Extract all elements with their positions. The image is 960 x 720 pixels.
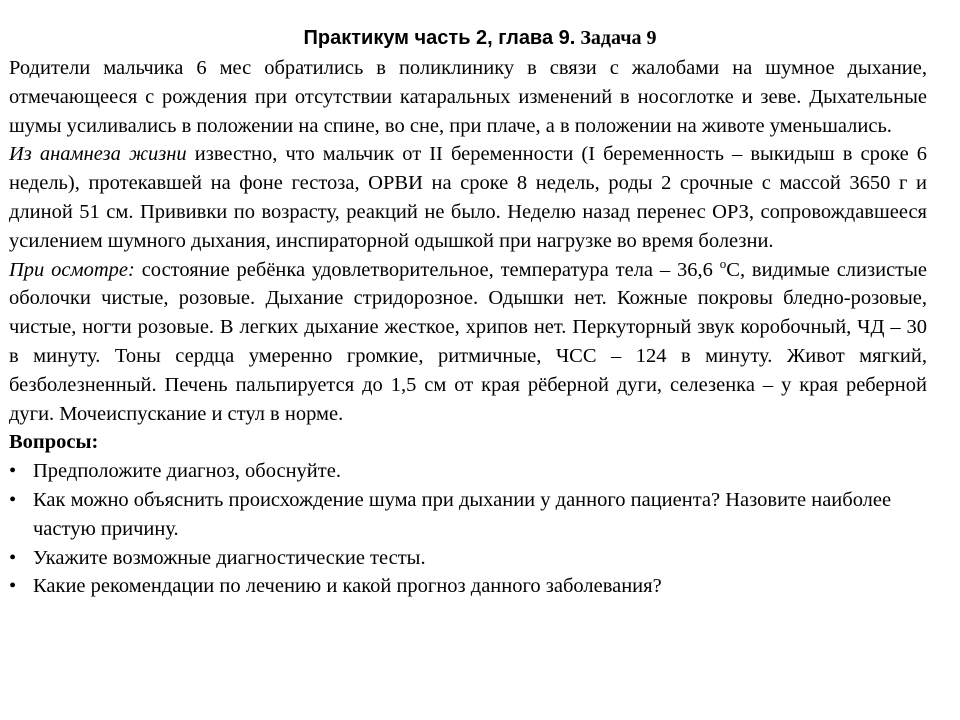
questions-list (9, 457, 927, 601)
bullet-icon: • (9, 460, 17, 483)
anamnesis-text: известно, что мальчик от II беременности (I беременность – выкидыш в сроке 6 недель), протекавшей на фоне гестоза, ОРВИ на сроке 8 недель, роды 2 срочные с массой 3650 г и длиной 51 см. Прививки по возрасту, реакций не было. Неделю назад перенес ОРЗ, сопровождавшееся усилением шумного дыхания, инспираторной одышкой при нагрузке во время болезни. (9, 143, 927, 252)
page-title (0, 24, 960, 52)
exam-paragraph (9, 256, 927, 429)
question-item (9, 544, 927, 573)
complaint-paragraph: Родители мальчика 6 мес обратились в поликлинику в связи с жалобами на шумное дыхание, отмечающееся с рождения при отсутствии катаральных изменений в носоглотке и зеве. Дыхательные шумы усиливались в положении на спине, во сне, при плаче, а в положении на животе уменьшались. (9, 57, 927, 137)
task-body (9, 54, 927, 601)
bullet-icon: • (9, 575, 17, 598)
exam-text-end: С, видимые слизистые оболочки чистые, розовые. Дыхание стридорозное. Одышки нет. Кожные покровы бледно-розовые, чистые, ногти розовые. В легких дыхание жесткое, хрипов нет. Перкуторный звук коробочный, ЧД – 30 в минуту. Тоны сердца умеренно громкие, ритмичные, ЧСС – 124 в минуту. Живот мягкий, безболезненный. Печень пальпируется до 1,5 см от края рёберной дуги, селезенка – у края реберной дуги. Мочеиспускание и стул в норме. (9, 258, 927, 425)
question-text: Как можно объяснить происхождение шума при дыхании у данного пациента? Назовите наиболее частую причину. (33, 488, 892, 540)
anamnesis-paragraph (9, 140, 927, 255)
question-text: Предположите диагноз, обоснуйте. (33, 460, 341, 483)
question-item (9, 486, 927, 544)
title-task: Задача 9 (580, 27, 657, 49)
title-chapter: Практикум часть 2, глава 9. (303, 27, 576, 49)
bullet-icon: • (9, 546, 17, 569)
questions-heading: Вопросы: (9, 431, 99, 454)
question-text: Укажите возможные диагностические тесты. (33, 546, 426, 569)
exam-text-start: состояние ребёнка удовлетворительное, температура тела – 36,6 (134, 258, 720, 281)
anamnesis-label: Из анамнеза жизни (9, 143, 187, 166)
question-text: Какие рекомендации по лечению и какой прогноз данного заболевания? (33, 575, 662, 598)
bullet-icon: • (9, 488, 17, 511)
question-item (9, 572, 927, 601)
exam-label: При осмотре: (9, 258, 135, 281)
degree-sign: о (719, 255, 727, 271)
question-item (9, 457, 927, 486)
